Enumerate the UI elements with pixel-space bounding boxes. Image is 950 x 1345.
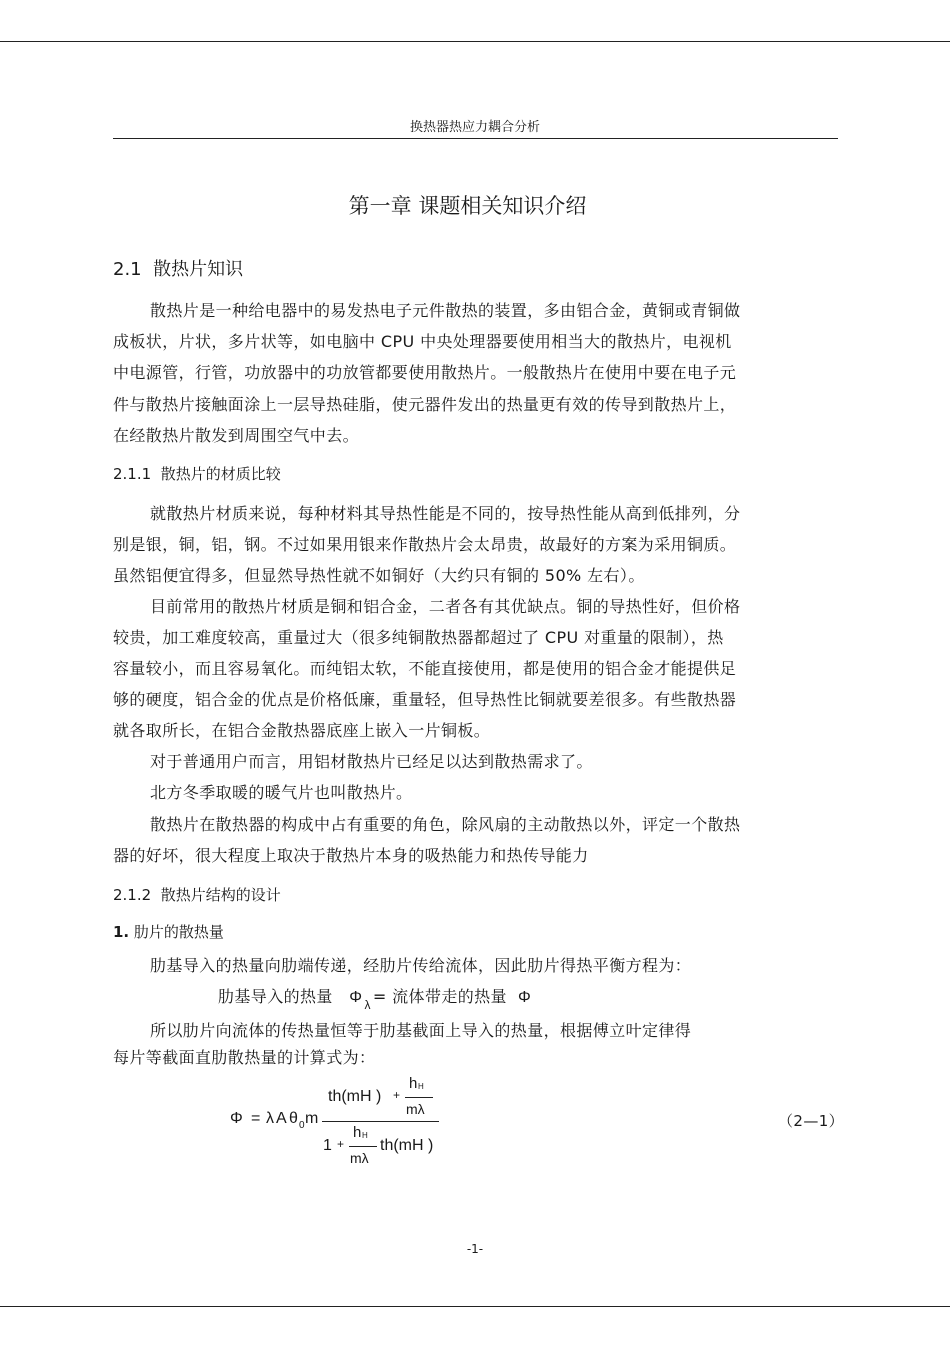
item-1-heading [113,921,224,942]
running-header: 换热器热应力耦合分析 [409,120,540,135]
section-number: 2.1 [113,259,142,280]
paragraph-line: 北方冬季取暖的暖气片也叫散热片。 [150,783,413,802]
paragraph-line: 件与散热片接触面涂上一层导热硅脂，使元器件发出的热量更有效的传导到散热片上， [113,395,737,414]
item-title: 肋片的散热量 [133,923,224,941]
eq-inner-fraction-bar-top [405,1097,433,1098]
subsection-2-1-1-heading [113,463,281,484]
paragraph-line: 目前常用的散热片材质是铜和铝合金，二者各有其优缺点。铜的导热性好，但价格 [150,597,741,616]
eq-den-h: h [353,1124,362,1141]
subsection-number: 2.1.2 [113,886,152,904]
page-number: -1- [466,1242,484,1256]
eq-den-th: th(mH ) [380,1137,434,1154]
paragraph-line: 够的硬度，铝合金的优点是价格低廉，重量轻，但导热性比铜就要差很多。有些散热器 [113,690,737,709]
paragraph-line: 在经散热片散发到周围空气中去。 [113,426,360,445]
eq-num-h: h [409,1075,418,1092]
paragraph-line: 所以肋片向流体的传热量恒等于肋基截面上导入的热量，根据傅立叶定律得 [150,1021,692,1040]
eq-equals: = [251,1110,261,1127]
item-number: 1. [113,923,130,941]
phi-symbol-2: Φ [517,989,532,1006]
equation-label: （2—1） [778,1112,845,1130]
eq-num-mlambda: mλ [406,1101,425,1117]
page-top-border [0,41,950,42]
section-2-1-heading [113,255,243,281]
paragraph-line: 肋基导入的热量向肋端传递，经肋片传给流体，因此肋片得热平衡方程为： [150,956,692,975]
eq-den-h-sub: H [362,1131,368,1140]
eq-num-plus: + [393,1088,401,1102]
paragraph-line: 较贵，加工难度较高，重量过大（很多纯铜散热器都超过了 CPU 对重量的限制），热 [113,628,724,647]
subsection-2-1-2-heading [113,884,281,905]
chapter-title: 第一章 课题相关知识介绍 [348,194,587,218]
paragraph-line: 中电源管，行管，功放器中的功放管都要使用散热片。一般散热片在使用中要在电子元 [113,363,737,382]
page-bottom-border [0,1306,950,1307]
section-title: 散热片知识 [153,259,244,280]
paragraph-line: 对于普通用户而言，用铝材散热片已经足以达到散热需求了。 [150,752,593,771]
eq-main-fraction-bar [322,1121,439,1122]
eq-den-plus: + [337,1137,345,1151]
eq-num-th: th(mH ) [328,1088,382,1105]
paragraph-line: 器的好坏，很大程度上取决于散热片本身的吸热能力和热传导能力 [113,846,589,865]
paragraph-line: 每片等截面直肋散热量的计算式为： [113,1048,376,1067]
phi-symbol: Φ [349,989,363,1006]
eq-lhs-phi: Φ [230,1110,243,1127]
header-rule [113,138,838,139]
eq-m: m [305,1110,319,1127]
balance-right: = 流体带走的热量 [372,987,507,1006]
paragraph-line: 就各取所长，在铝合金散热器底座上嵌入一片铜板。 [113,721,491,740]
paragraph-line: 成板状，片状，多片状等，如电脑中 CPU 中央处理器要使用相当大的散热片，电视机 [113,332,732,351]
paragraph-line: 别是银，铜，铝，钢。不过如果用银来作散热片会太昂贵，故最好的方案为采用铜质。 [113,535,737,554]
eq-den-one: 1 [323,1137,332,1154]
balance-left: 肋基导入的热量 [218,987,333,1006]
eq-den-mlambda: mλ [350,1150,369,1166]
paragraph-line: 散热片在散热器的构成中占有重要的角色，除风扇的主动散热以外，评定一个散热 [150,815,741,834]
eq-A: A [276,1110,287,1127]
paragraph-line: 就散热片材质来说，每种材料其导热性能是不同的，按导热性能从高到低排列，分 [150,504,741,523]
eq-inner-fraction-bar-bottom [349,1146,377,1147]
eq-num-h-sub: H [418,1082,424,1091]
subsection-title: 散热片的材质比较 [160,465,281,483]
eq-theta: θ [289,1110,298,1127]
paragraph-line: 散热片是一种给电器中的易发热电子元件散热的装置，多由铝合金，黄铜或青铜做 [150,301,741,320]
subsection-number: 2.1.1 [113,465,152,483]
eq-theta-sub: 0 [299,1120,305,1131]
lambda-subscript: λ [364,998,371,1012]
balance-equation [218,984,532,1012]
subsection-title: 散热片结构的设计 [160,886,281,904]
paragraph-line: 容量较小，而且容易氧化。而纯铝太软，不能直接使用，都是使用的铝合金才能提供足 [113,659,737,678]
paragraph-line: 虽然铝便宜得多，但显然导热性就不如铜好（大约只有铜的 50% 左右）。 [113,566,645,585]
eq-lambda: λ [266,1110,274,1127]
